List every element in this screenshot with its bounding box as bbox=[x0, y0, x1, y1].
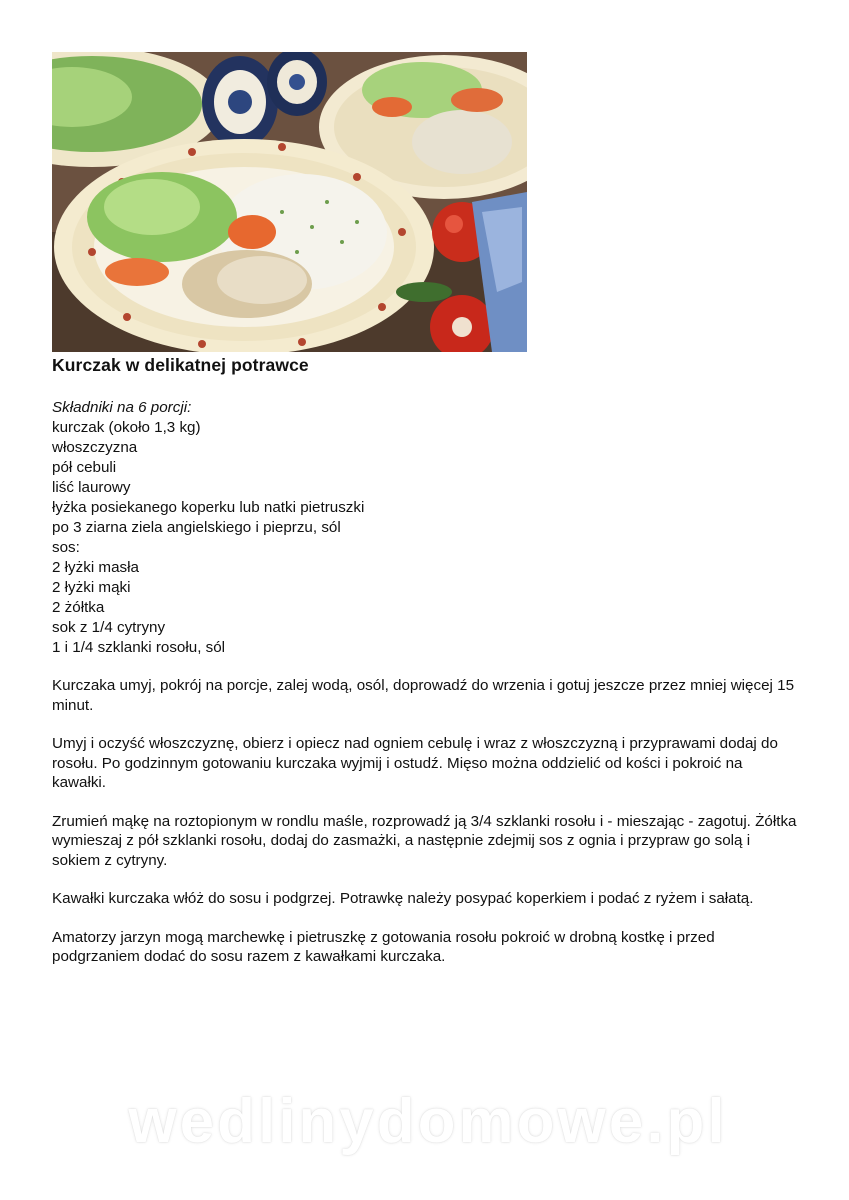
ingredient-item: liść laurowy bbox=[52, 479, 131, 496]
recipe-photo bbox=[52, 52, 527, 352]
ingredient-item: sos: bbox=[52, 539, 80, 556]
ingredient-item: włoszczyzna bbox=[52, 439, 138, 456]
recipe-title: Kurczak w delikatnej potrawce bbox=[52, 355, 309, 375]
ingredient-item: kurczak (około 1,3 kg) bbox=[52, 419, 201, 436]
ingredient-item: 2 łyżki masła bbox=[52, 559, 139, 576]
site-watermark: wedlinydomowe.pl bbox=[128, 1087, 728, 1156]
ingredient-item: 2 łyżki mąki bbox=[52, 579, 131, 596]
step-paragraph: Umyj i oczyść włoszczyznę, obierz i opiecz nad ogniem cebulę i wraz z włoszczyzną i przyprawami dodaj do rosołu. Po godzinnym gotowaniu kurczaka wyjmij i ostudź. Mięso można oddzielić od kości i pokroić na kawałki. bbox=[52, 735, 778, 791]
ingredient-item: pół cebuli bbox=[52, 459, 117, 476]
ingredient-item: po 3 ziarna ziela angielskiego i pieprzu, sól bbox=[52, 519, 341, 536]
ingredient-item: sok z 1/4 cytryny bbox=[52, 619, 166, 636]
step-paragraph: Amatorzy jarzyn mogą marchewkę i pietruszkę z gotowania rosołu pokroić w drobną kostkę i przed podgrzaniem dodać do sosu razem z kawałkami kurczaka. bbox=[52, 928, 715, 965]
step-paragraph: Kurczaka umyj, pokrój na porcje, zalej wodą, osól, doprowadź do wrzenia i gotuj jeszcze przez mniej więcej 15 minut. bbox=[52, 677, 795, 714]
step-paragraph: Zrumień mąkę na roztopionym w rondlu maśle, rozprowadź ją 3/4 szklanki rosołu i - mieszając - zagotuj. Żółtka wymieszaj z pół szklanki rosołu, dodaj do zasmażki, a następnie zdejmij sos z ognia i przypraw go solą i sokiem z cytryny. bbox=[52, 812, 797, 869]
step-paragraph: Kawałki kurczaka włóż do sosu i podgrzej. Potrawkę należy posypać koperkiem i podać z ryżem i sałatą. bbox=[52, 890, 754, 907]
preparation-steps bbox=[52, 676, 797, 986]
ingredients-heading: Składniki na 6 porcji: bbox=[52, 399, 192, 416]
ingredient-item: 1 i 1/4 szklanki rosołu, sól bbox=[52, 639, 226, 656]
ingredients-list bbox=[52, 398, 364, 658]
ingredient-item: łyżka posiekanego koperku lub natki pietruszki bbox=[52, 499, 365, 516]
ingredient-item: 2 żółtka bbox=[52, 599, 105, 616]
